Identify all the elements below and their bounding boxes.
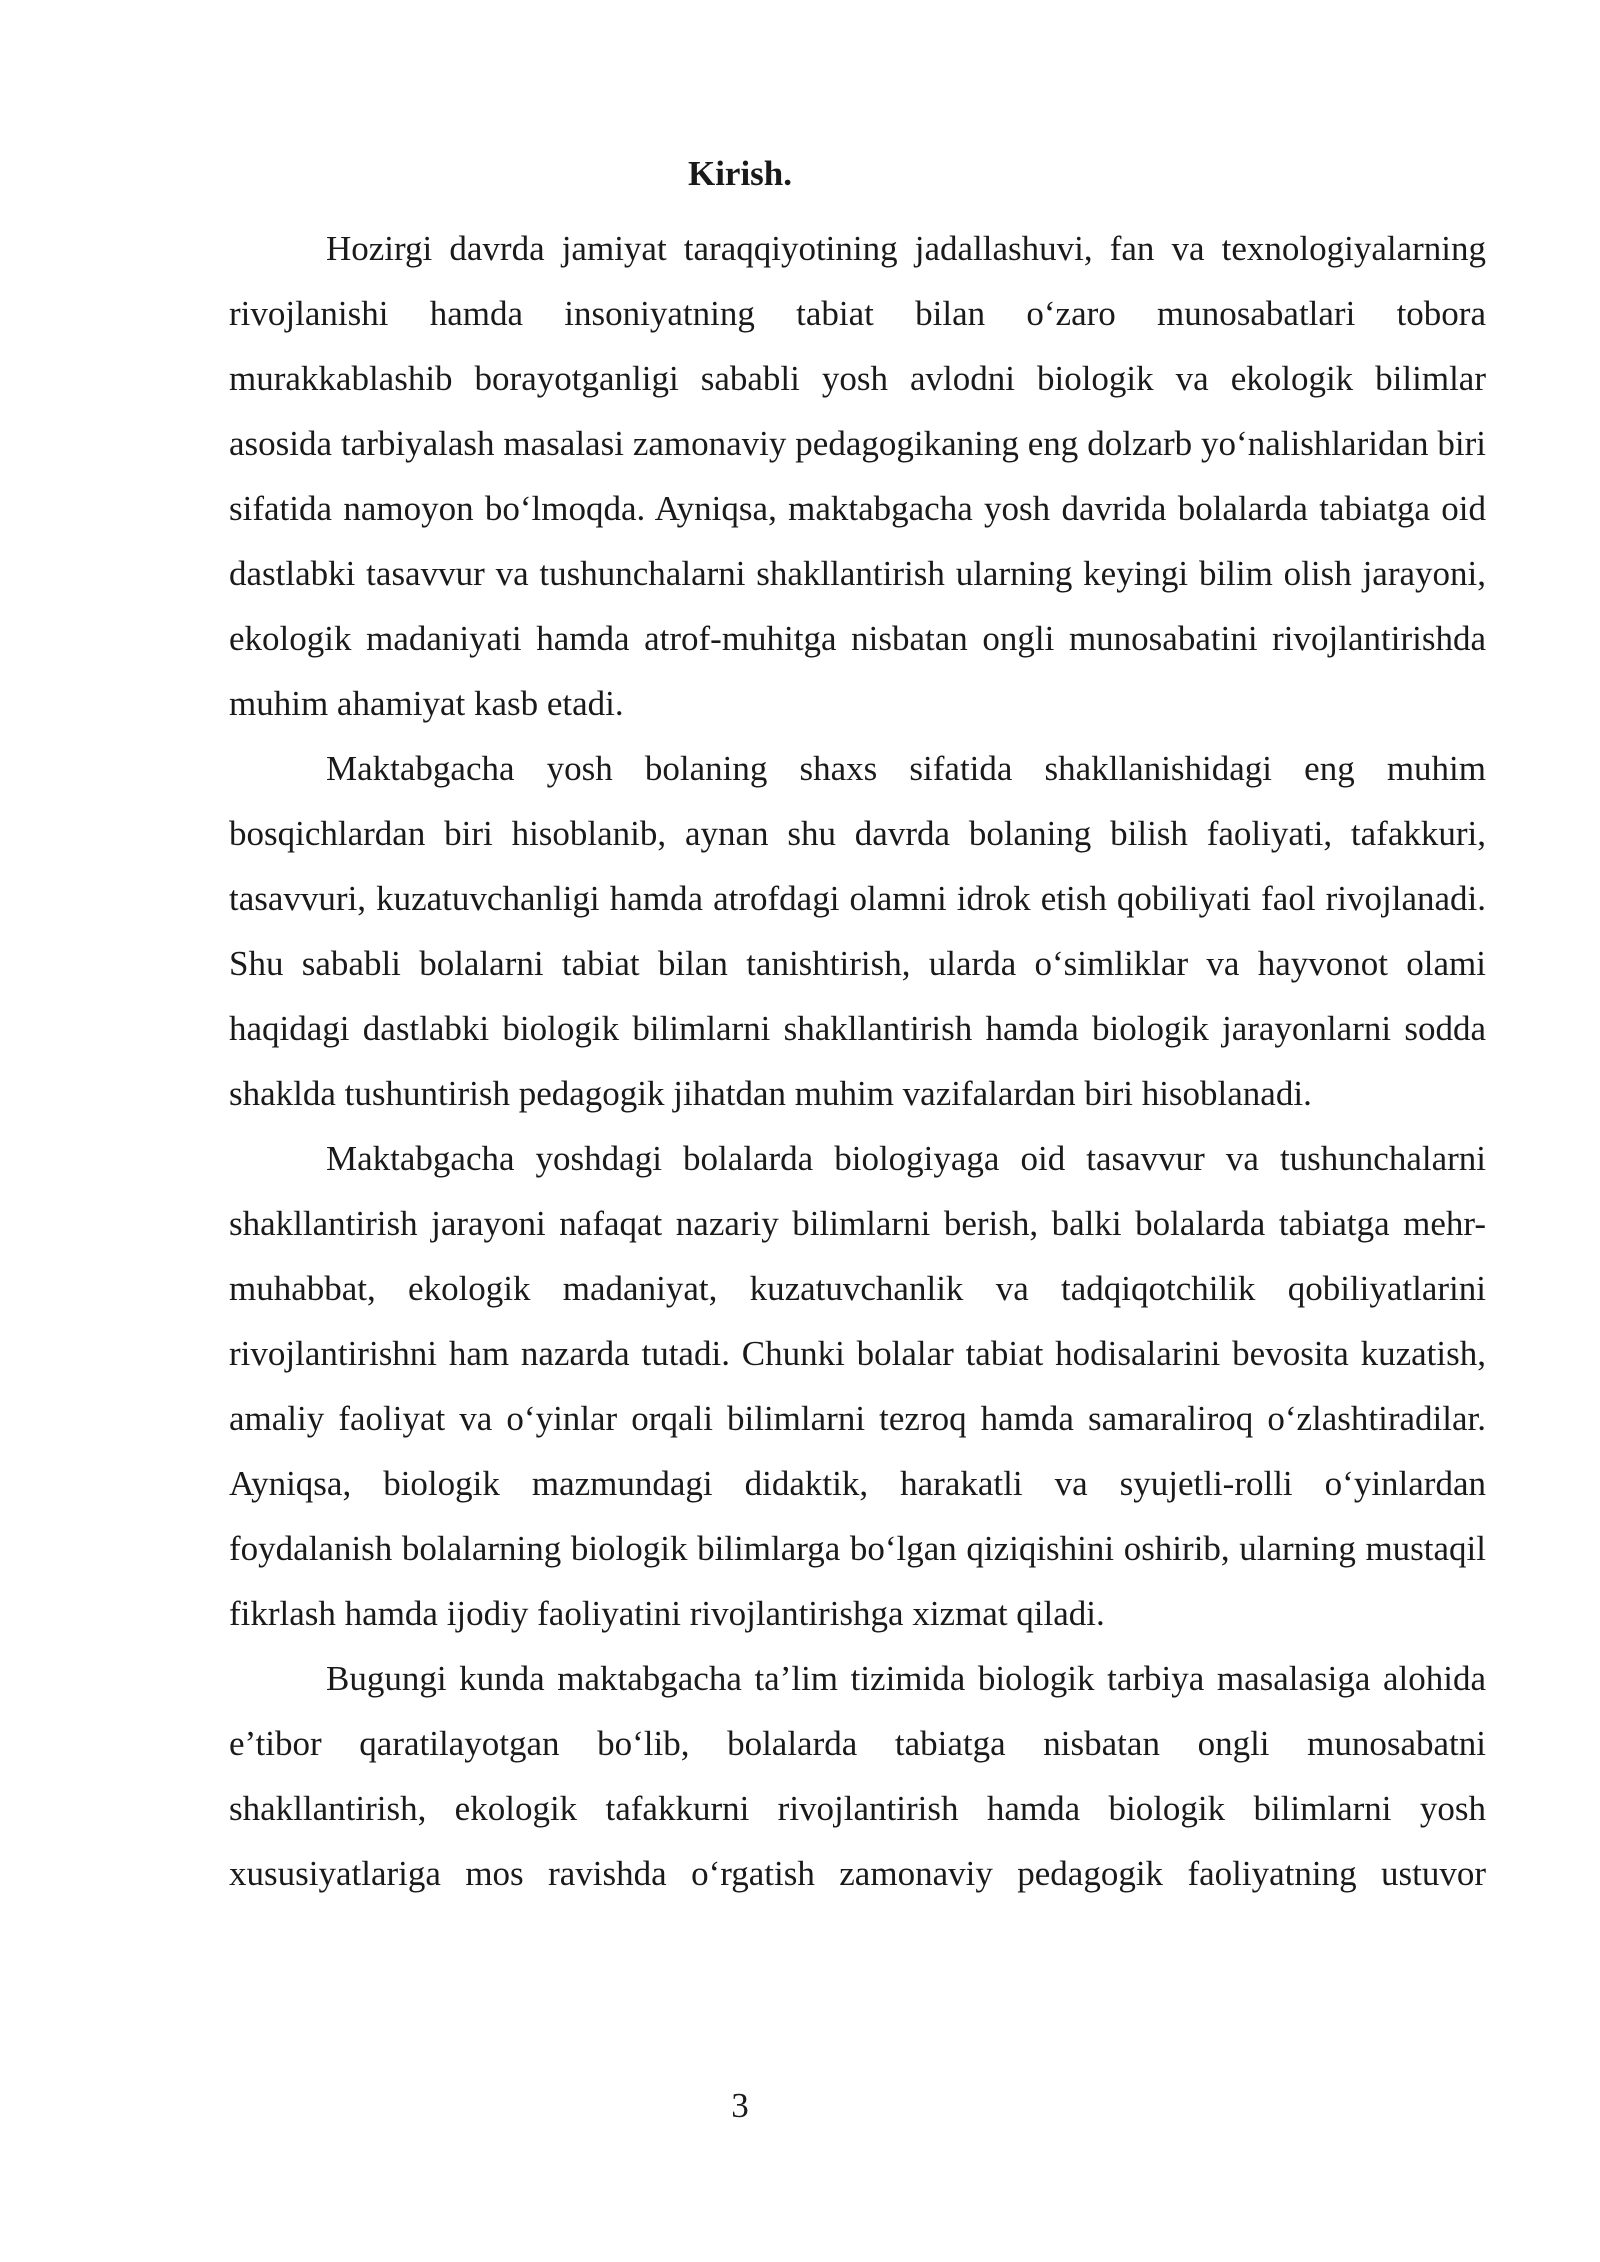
paragraph-2: Maktabgacha yosh bolaning shaxs sifatida shakllanishidagi eng muhim bosqichlardan biri hisoblanib, aynan shu davrda bolaning bilish faoliyati, tafakkuri, tasavvuri, kuzatuvchanligi hamda atrofdagi olamni idrok etish qobiliyati faol rivojlanadi. Shu sababli bolalarni tabiat bilan tanishtirish, ularda o‘simliklar va hayvonot olami haqidagi dastlabki biologik bilimlarni shakllantirish hamda biologik jarayonlarni sodda shaklda tushuntirish pedagogik jihatdan muhim vazifalardan biri hisoblanadi. [229,749,1486,1113]
paragraph-4: Bugungi kunda maktabgacha ta’lim tizimida biologik tarbiya masalasiga alohida e’tibor qaratilayotgan bo‘lib, bolalarda tabiatga nisbatan ongli munosabatni shakllantirish, ekologik tafakkurni rivojlantirish hamda biologik bilimlarni yosh xususiyatlariga mos ravishda o‘rgatish zamonaviy pedagogik faoliyatning ustuvor [229,1659,1486,1893]
section-title: Kirish. [687,154,793,193]
paragraph-3: Maktabgacha yoshdagi bolalarda biologiyaga oid tasavvur va tushunchalarni shakllantirish jarayoni nafaqat nazariy bilimlarni berish, balki bolalarda tabiatga mehr-muhabbat, ekologik madaniyat, kuzatuvchanlik va tadqiqotchilik qobiliyatlarini rivojlantirishni ham nazarda tutadi. Chunki bolalar tabiat hodisalarini bevosita kuzatish, amaliy faoliyat va o‘yinlar orqali bilimlarni tezroq hamda samaraliroq o‘zlashtiradilar. Ayniqsa, biologik mazmundagi didaktik, harakatli va syujetli-rolli o‘yinlardan foydalanish bolalarning biologik bilimlarga bo‘lgan qiziqishini oshirib, ularning mustaqil fikrlash hamda ijodiy faoliyatini rivojlantirishga xizmat qiladi. [229,1139,1486,1633]
paragraph-1: Hozirgi davrda jamiyat taraqqiyotining jadallashuvi, fan va texnologiyalarning rivojlanishi hamda insoniyatning tabiat bilan o‘zaro munosabatlari tobora murakkablashib borayotganligi sababli yosh avlodni biologik va ekologik bilimlar asosida tarbiyalash masalasi zamonaviy pedagogikaning eng dolzarb yo‘nalishlaridan biri sifatida namoyon bo‘lmoqda. Ayniqsa, maktabgacha yosh davrida bolalarda tabiatga oid dastlabki tasavvur va tushunchalarni shakllantirish ularning keyingi bilim olish jarayoni, ekologik madaniyati hamda atrof-muhitga nisbatan ongli munosabatini rivojlantirishda muhim ahamiyat kasb etadi. [229,229,1486,723]
page-number: 3 [731,2086,749,2125]
body-text [229,216,1486,1906]
